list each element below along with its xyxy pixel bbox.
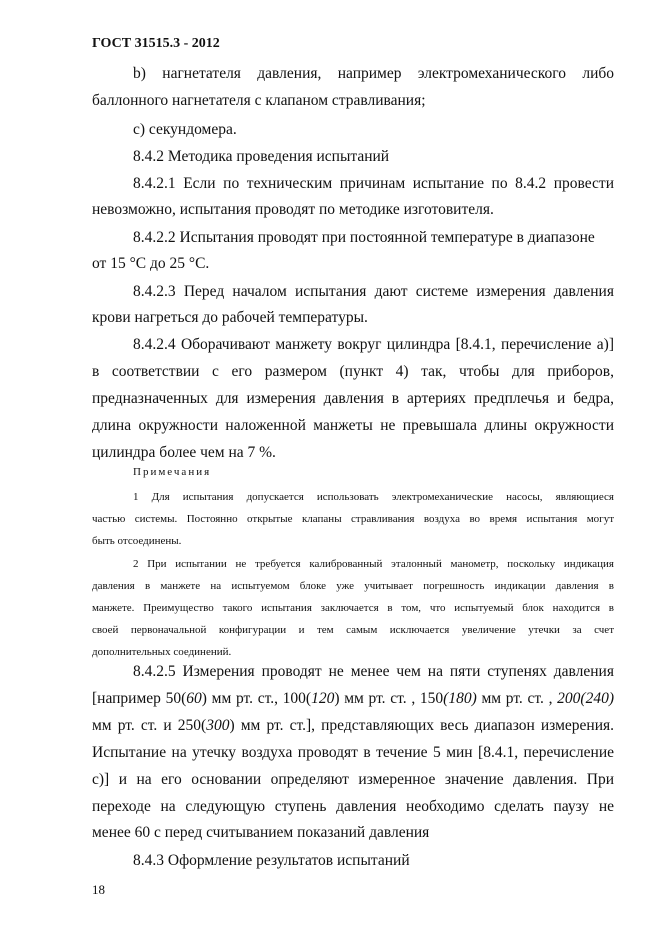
note-line: частью системы. Постоянно открытые клапаны стравливания воздуха во время испытания могут	[92, 513, 614, 525]
note-line: быть отсоединены.	[92, 535, 182, 547]
text-line: мм рт. ст. и 250(300) мм рт. ст.], представляющих весь диапазон измерения.	[92, 717, 614, 734]
note-line: 2 При испытании не требуется калиброванный эталонный манометр, поскольку индикация	[133, 558, 614, 570]
note-line: дополнительных соединений.	[92, 646, 232, 658]
text-line: длина окружности наложенной манжеты не превышала длины окружности	[92, 417, 614, 434]
text-line: 8.4.2.3 Перед началом испытания дают системе измерения давления	[133, 283, 614, 300]
note-line: манжете. Преимущество такого испытания заключается в том, что испытуемый блок находится в	[92, 602, 614, 614]
page-number: 18	[92, 882, 105, 897]
notes-title: Примечания	[133, 466, 212, 478]
text-line: от 15 °С до 25 °С.	[92, 255, 210, 272]
text-line: 8.4.2.2 Испытания проводят при постоянной температуре в диапазоне	[133, 229, 595, 246]
text-line: переходе на следующую ступень давления необходимо сделать паузу не	[92, 798, 614, 815]
text-line: c)] и на его основании определяют измеренное значение давления. При	[92, 771, 614, 788]
text-line: [например 50(60) мм рт. ст., 100(120) мм рт. ст. , 150(180) мм рт. ст. , 200(240)	[92, 690, 614, 707]
text-line: менее 60 с перед считыванием показаний давления	[92, 824, 430, 841]
text-line: c) секундомера.	[133, 121, 237, 138]
text-line: Испытание на утечку воздуха проводят в течение 5 мин [8.4.1, перечисление	[92, 744, 614, 761]
text-line: предназначенных для измерения давления в артериях предплечья и бедра,	[92, 390, 614, 407]
text-line: в соответствии с его размером (пункт 4) так, чтобы для приборов,	[92, 363, 614, 380]
note-line: давления в манжете на испытуемом блоке уже учитывает погрешность индикации давления в	[92, 580, 614, 592]
document-header: ГОСТ 31515.3 - 2012	[92, 36, 220, 51]
text-line: баллонного нагнетателя с клапаном стравливания;	[92, 92, 426, 109]
text-line: 8.4.2.1 Если по техническим причинам испытание по 8.4.2 провести	[133, 175, 614, 192]
note-line: 1 Для испытания допускается использовать электромеханические насосы, являющиеся	[133, 491, 614, 503]
section-heading: 8.4.2 Методика проведения испытаний	[133, 148, 390, 165]
text-line: 8.4.2.4 Оборачивают манжету вокруг цилиндра [8.4.1, перечисление а)]	[133, 336, 614, 353]
text-line: цилиндра более чем на 7 %.	[92, 444, 276, 461]
text-line: невозможно, испытания проводят по методике изготовителя.	[92, 201, 494, 218]
note-line: своей первоначальной конфигурации и тем самым исключается увеличение утечки за счет	[92, 624, 614, 636]
section-heading: 8.4.3 Оформление результатов испытаний	[133, 852, 410, 869]
text-line: крови нагреться до рабочей температуры.	[92, 309, 368, 326]
text-line: 8.4.2.5 Измерения проводят не менее чем на пяти ступенях давления	[133, 663, 614, 680]
text-line: b) нагнетателя давления, например электромеханического либо	[133, 65, 614, 82]
